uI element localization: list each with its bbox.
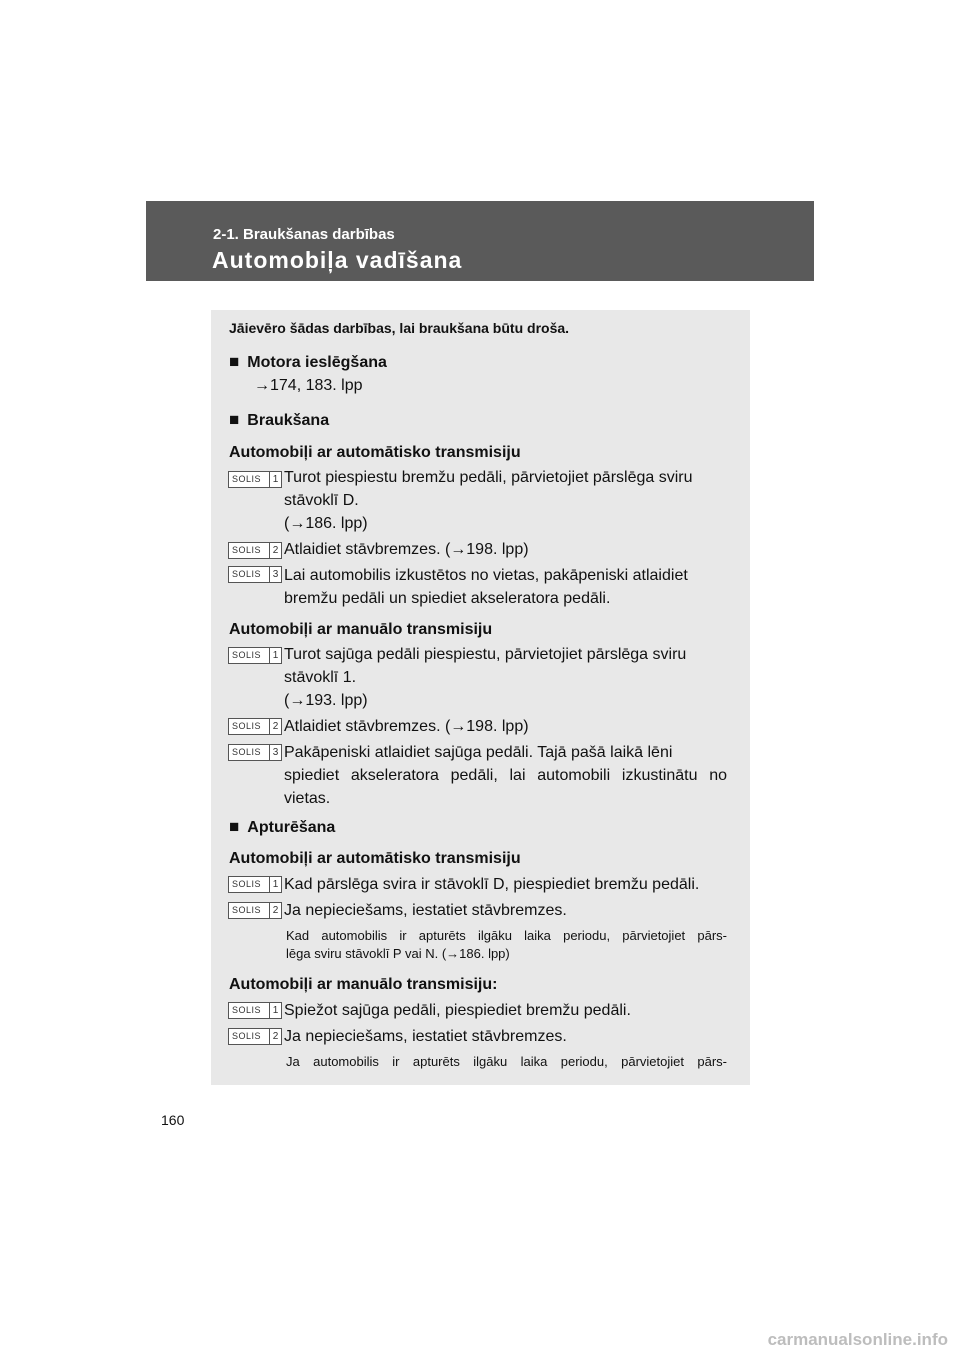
- step-text: Atlaidiet stāvbremzes. (→198. lpp): [284, 541, 529, 558]
- step-text: Pakāpeniski atlaidiet sajūga pedāli. Tajā pašā laikā lēni: [284, 744, 673, 761]
- watermark: carmanualsonline.info: [767, 1330, 948, 1349]
- step-text-cont: stāvoklī D.: [284, 492, 359, 509]
- driving-automatic-title: Automobiļi ar automātisko transmisiju: [229, 444, 521, 461]
- page-title: Automobiļa vadīšana: [212, 247, 463, 273]
- step-text-cont: bremžu pedāli un spiediet akseleratora pedāli.: [284, 590, 611, 607]
- square-bullet-icon: ■: [229, 352, 240, 371]
- step-text: Spiežot sajūga pedāli, piespiediet bremžu pedāli.: [284, 1002, 631, 1019]
- step-text: Ja nepieciešams, iestatiet stāvbremzes.: [284, 1028, 567, 1045]
- intro-text: Jāievēro šādas darbības, lai braukšana būtu droša.: [229, 320, 570, 336]
- step-text: Lai automobilis izkustētos no vietas, pakāpeniski atlaidiet: [284, 567, 688, 584]
- step-badge: SOLIS 2: [228, 718, 282, 735]
- step-text-cont: stāvoklī 1.: [284, 669, 357, 686]
- step-badge: SOLIS 3: [228, 744, 282, 761]
- step-text: Turot sajūga pedāli piespiestu, pārvietojiet pārslēga sviru: [284, 646, 687, 663]
- step-badge: SOLIS 1: [228, 471, 282, 488]
- engine-start-ref: →174, 183. lpp: [254, 377, 363, 394]
- step-badge: SOLIS 2: [228, 1028, 282, 1045]
- step-badge: SOLIS 3: [228, 566, 282, 583]
- step-text: Turot piespiestu bremžu pedāli, pārvietojiet pārslēga sviru: [284, 469, 693, 486]
- step-badge: SOLIS 1: [228, 876, 282, 893]
- step-text: Atlaidiet stāvbremzes. (→198. lpp): [284, 718, 529, 735]
- step-text-cont: vietas.: [284, 790, 331, 807]
- step-text-cont: (→186. lpp): [284, 515, 368, 532]
- stopping-manual-title: Automobiļi ar manuālo transmisiju:: [229, 976, 498, 993]
- square-bullet-icon: ■: [229, 817, 240, 836]
- step-text: Kad pārslēga svira ir stāvoklī D, piespiediet bremžu pedāli.: [284, 876, 700, 893]
- stopping-automatic-title: Automobiļi ar automātisko transmisiju: [229, 850, 521, 867]
- step-badge: SOLIS 1: [228, 647, 282, 664]
- instruction-panel: [211, 310, 750, 1085]
- step-badge: SOLIS 2: [228, 902, 282, 919]
- step-text-cont: (→193. lpp): [284, 692, 368, 709]
- page-number: 160: [161, 1112, 185, 1128]
- heading-engine-start: ■ Motora ieslēgšana: [229, 352, 387, 371]
- step-text-cont: spiediet akseleratora pedāli, lai automobili izkustinātu no: [284, 767, 727, 784]
- heading-stopping: ■ Apturēšana: [229, 817, 336, 836]
- stopping-automatic-note: Kad automobilis ir apturēts ilgāku laika periodu, pārvietojiet pārs-: [286, 928, 727, 943]
- stopping-automatic-note-cont: lēga sviru stāvoklī P vai N. (→186. lpp): [286, 946, 510, 961]
- driving-manual-title: Automobiļi ar manuālo transmisiju: [229, 621, 493, 638]
- step-badge: SOLIS 1: [228, 1002, 282, 1019]
- section-header: [146, 201, 814, 281]
- step-badge: SOLIS 2: [228, 542, 282, 559]
- step-text: Ja nepieciešams, iestatiet stāvbremzes.: [284, 902, 567, 919]
- section-label: 2-1. Braukšanas darbības: [213, 226, 395, 243]
- square-bullet-icon: ■: [229, 410, 240, 429]
- heading-driving: ■ Braukšana: [229, 410, 330, 429]
- stopping-manual-note: Ja automobilis ir apturēts ilgāku laika periodu, pārvietojiet pārs-: [286, 1054, 727, 1069]
